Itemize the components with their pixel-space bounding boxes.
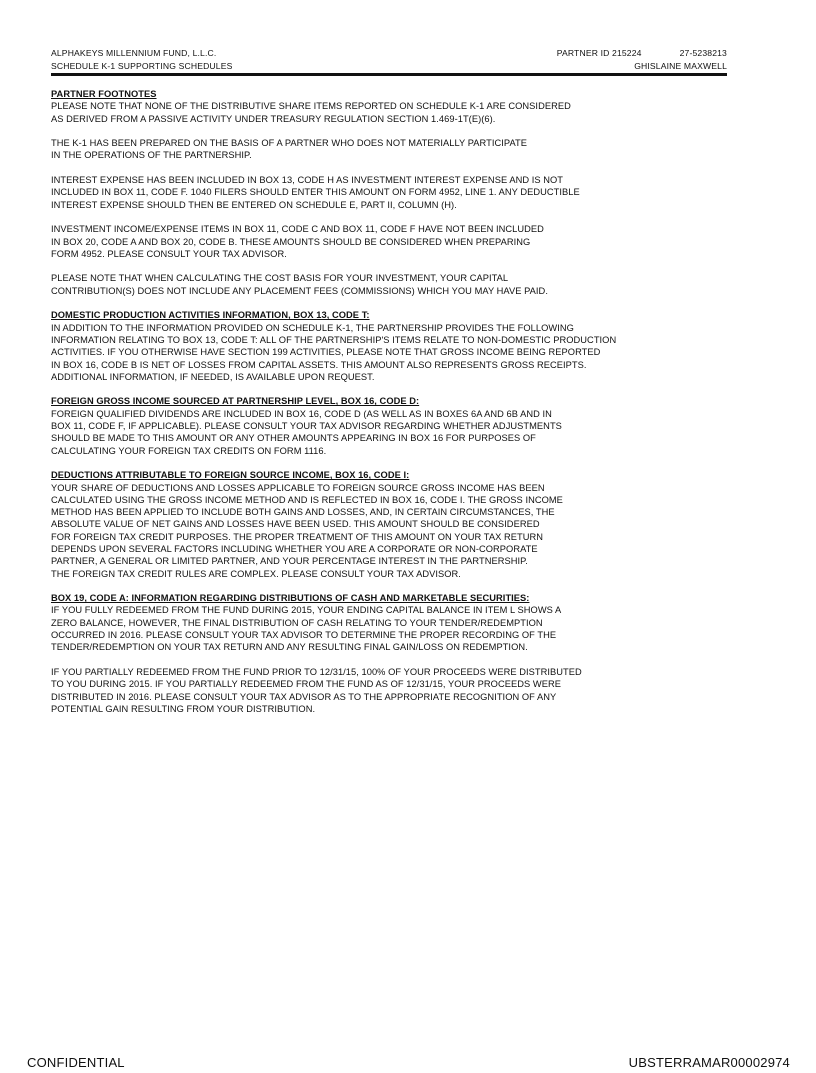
partner-id: PARTNER ID 215224	[556, 48, 642, 58]
document-body	[51, 88, 727, 715]
text-line: TO YOU DURING 2015. IF YOU PARTIALLY REDEEMED FROM THE FUND AS OF 12/31/15, YOUR PROCEEDS WERE	[51, 679, 561, 690]
section-foreign-gross-income	[51, 395, 727, 456]
text-line: IF YOU FULLY REDEEMED FROM THE FUND DURING 2015, YOUR ENDING CAPITAL BALANCE IN ITEM L SHOWS A	[51, 605, 562, 616]
text-line: POTENTIAL GAIN RESULTING FROM YOUR DISTRIBUTION.	[51, 703, 316, 714]
partner-name: GHISLAINE MAXWELL	[634, 61, 727, 71]
paragraph	[51, 174, 727, 211]
confidential-label: CONFIDENTIAL	[27, 1055, 125, 1070]
paragraph	[51, 604, 727, 653]
section-distributions	[51, 592, 727, 715]
schedule-title: SCHEDULE K-1 SUPPORTING SCHEDULES	[51, 61, 233, 71]
section-heading: BOX 19, CODE A: INFORMATION REGARDING DISTRIBUTIONS OF CASH AND MARKETABLE SECURITIES:	[51, 593, 530, 604]
text-line: ABSOLUTE VALUE OF NET GAINS AND LOSSES HAVE BEEN USED. THIS AMOUNT SHOULD BE CONSIDERED	[51, 519, 540, 530]
text-line: ZERO BALANCE, HOWEVER, THE FINAL DISTRIBUTION OF CASH RELATING TO YOUR TENDER/REDEMPTION	[51, 617, 543, 628]
section-partner-footnotes	[51, 88, 727, 297]
text-line: OCCURRED IN 2016. PLEASE CONSULT YOUR TAX ADVISOR TO DETERMINE THE PROPER RECORDING OF THE	[51, 630, 557, 641]
text-line: CONTRIBUTION(S) DOES NOT INCLUDE ANY PLACEMENT FEES (COMMISSIONS) WHICH YOU MAY HAVE PAID.	[51, 285, 548, 296]
text-line: INTEREST EXPENSE SHOULD THEN BE ENTERED ON SCHEDULE E, PART II, COLUMN (H).	[51, 199, 457, 210]
text-line: INTEREST EXPENSE HAS BEEN INCLUDED IN BOX 13, CODE H AS INVESTMENT INTEREST EXPENSE AND IS NOT	[51, 175, 564, 186]
text-line: PARTNER, A GENERAL OR LIMITED PARTNER, AND YOUR PERCENTAGE INTEREST IN THE PARTNERSHIP.	[51, 556, 528, 567]
paragraph	[51, 322, 727, 383]
text-line: THE FOREIGN TAX CREDIT RULES ARE COMPLEX. PLEASE CONSULT YOUR TAX ADVISOR.	[51, 568, 461, 579]
text-line: INVESTMENT INCOME/EXPENSE ITEMS IN BOX 11, CODE C AND BOX 11, CODE F HAVE NOT BEEN INCLUDED	[51, 224, 544, 235]
text-line: DEPENDS UPON SEVERAL FACTORS INCLUDING WHETHER YOU ARE A CORPORATE OR NON-CORPORATE	[51, 543, 538, 554]
fund-name: ALPHAKEYS MILLENNIUM FUND, L.L.C.	[51, 48, 217, 58]
text-line: DISTRIBUTED IN 2016. PLEASE CONSULT YOUR TAX ADVISOR AS TO THE APPROPRIATE RECOGNITION OF ANY	[51, 691, 557, 702]
paragraph	[51, 666, 727, 715]
text-line: INFORMATION RELATING TO BOX 13, CODE T: ALL OF THE PARTNERSHIP'S ITEMS RELATE TO NON-DOMESTIC PRODUCTION	[51, 334, 617, 345]
text-line: METHOD HAS BEEN APPLIED TO INCLUDE BOTH GAINS AND LOSSES, AND, IN CERTAIN CIRCUMSTANCES, THE	[51, 507, 555, 518]
text-line: CALCULATED USING THE GROSS INCOME METHOD AND IS REFLECTED IN BOX 16, CODE I. THE GROSS INCOME	[51, 494, 563, 505]
section-heading: FOREIGN GROSS INCOME SOURCED AT PARTNERSHIP LEVEL, BOX 16, CODE D:	[51, 396, 420, 407]
text-line: FOR FOREIGN TAX CREDIT PURPOSES. THE PROPER TREATMENT OF THIS AMOUNT ON YOUR TAX RETURN	[51, 531, 543, 542]
section-heading: DEDUCTIONS ATTRIBUTABLE TO FOREIGN SOURCE INCOME, BOX 16, CODE I:	[51, 470, 410, 481]
section-heading: DOMESTIC PRODUCTION ACTIVITIES INFORMATION, BOX 13, CODE T:	[51, 310, 370, 321]
header-rule	[51, 73, 727, 76]
text-line: FOREIGN QUALIFIED DIVIDENDS ARE INCLUDED IN BOX 16, CODE D (AS WELL AS IN BOXES 6A AND 6B AND IN	[51, 408, 552, 419]
text-line: FORM 4952. PLEASE CONSULT YOUR TAX ADVISOR.	[51, 248, 287, 259]
paragraph	[51, 482, 727, 580]
header-row-1	[51, 47, 727, 60]
text-line: INCLUDED IN BOX 11, CODE F. 1040 FILERS SHOULD ENTER THIS AMOUNT ON FORM 4952, LINE 1. ANY DEDUCTIBLE	[51, 187, 580, 198]
header-ids	[557, 47, 727, 60]
paragraph	[51, 137, 727, 162]
paragraph	[51, 272, 727, 297]
header-row-2	[51, 60, 727, 73]
text-line: IN BOX 16, CODE B IS NET OF LOSSES FROM CAPITAL ASSETS. THIS AMOUNT ALSO REPRESENTS GROSS RECEIPTS.	[51, 359, 587, 370]
text-line: THE K-1 HAS BEEN PREPARED ON THE BASIS OF A PARTNER WHO DOES NOT MATERIALLY PARTICIPATE	[51, 138, 528, 149]
paragraph	[51, 100, 727, 125]
text-line: AS DERIVED FROM A PASSIVE ACTIVITY UNDER TREASURY REGULATION SECTION 1.469-1T(E)(6).	[51, 113, 496, 124]
text-line: IN BOX 20, CODE A AND BOX 20, CODE B. THESE AMOUNTS SHOULD BE CONSIDERED WHEN PREPARING	[51, 236, 531, 247]
page-header	[51, 47, 727, 73]
text-line: CALCULATING YOUR FOREIGN TAX CREDITS ON FORM 1116.	[51, 445, 327, 456]
text-line: ADDITIONAL INFORMATION, IF NEEDED, IS AVAILABLE UPON REQUEST.	[51, 371, 375, 382]
text-line: IN ADDITION TO THE INFORMATION PROVIDED ON SCHEDULE K-1, THE PARTNERSHIP PROVIDES THE FOLLOWING	[51, 322, 574, 333]
paragraph	[51, 408, 727, 457]
section-heading: PARTNER FOOTNOTES	[51, 89, 157, 99]
text-line: SHOULD BE MADE TO THIS AMOUNT OR ANY OTHER AMOUNTS APPEARING IN BOX 16 FOR PURPOSES OF	[51, 433, 536, 444]
ein: 27-5238213	[679, 48, 727, 58]
text-line: PLEASE NOTE THAT WHEN CALCULATING THE COST BASIS FOR YOUR INVESTMENT, YOUR CAPITAL	[51, 273, 509, 284]
section-foreign-deductions	[51, 469, 727, 580]
text-line: YOUR SHARE OF DEDUCTIONS AND LOSSES APPLICABLE TO FOREIGN SOURCE GROSS INCOME HAS BEEN	[51, 482, 545, 493]
text-line: TENDER/REDEMPTION ON YOUR TAX RETURN AND ANY RESULTING FINAL GAIN/LOSS ON REDEMPTION.	[51, 642, 528, 653]
text-line: BOX 11, CODE F, IF APPLICABLE). PLEASE CONSULT YOUR TAX ADVISOR REGARDING WHETHER ADJUSTMENTS	[51, 421, 562, 432]
text-line: PLEASE NOTE THAT NONE OF THE DISTRIBUTIVE SHARE ITEMS REPORTED ON SCHEDULE K-1 ARE CONSIDERED	[51, 101, 571, 112]
section-domestic-production	[51, 309, 727, 383]
text-line: ACTIVITIES. IF YOU OTHERWISE HAVE SECTION 199 ACTIVITIES, PLEASE NOTE THAT GROSS INCOME BEING REPORTED	[51, 347, 601, 358]
paragraph	[51, 223, 727, 260]
text-line: IN THE OPERATIONS OF THE PARTNERSHIP.	[51, 150, 252, 161]
bates-number: UBSTERRAMAR00002974	[628, 1055, 790, 1070]
text-line: IF YOU PARTIALLY REDEEMED FROM THE FUND PRIOR TO 12/31/15, 100% OF YOUR PROCEEDS WERE DISTRIBUTED	[51, 666, 582, 677]
